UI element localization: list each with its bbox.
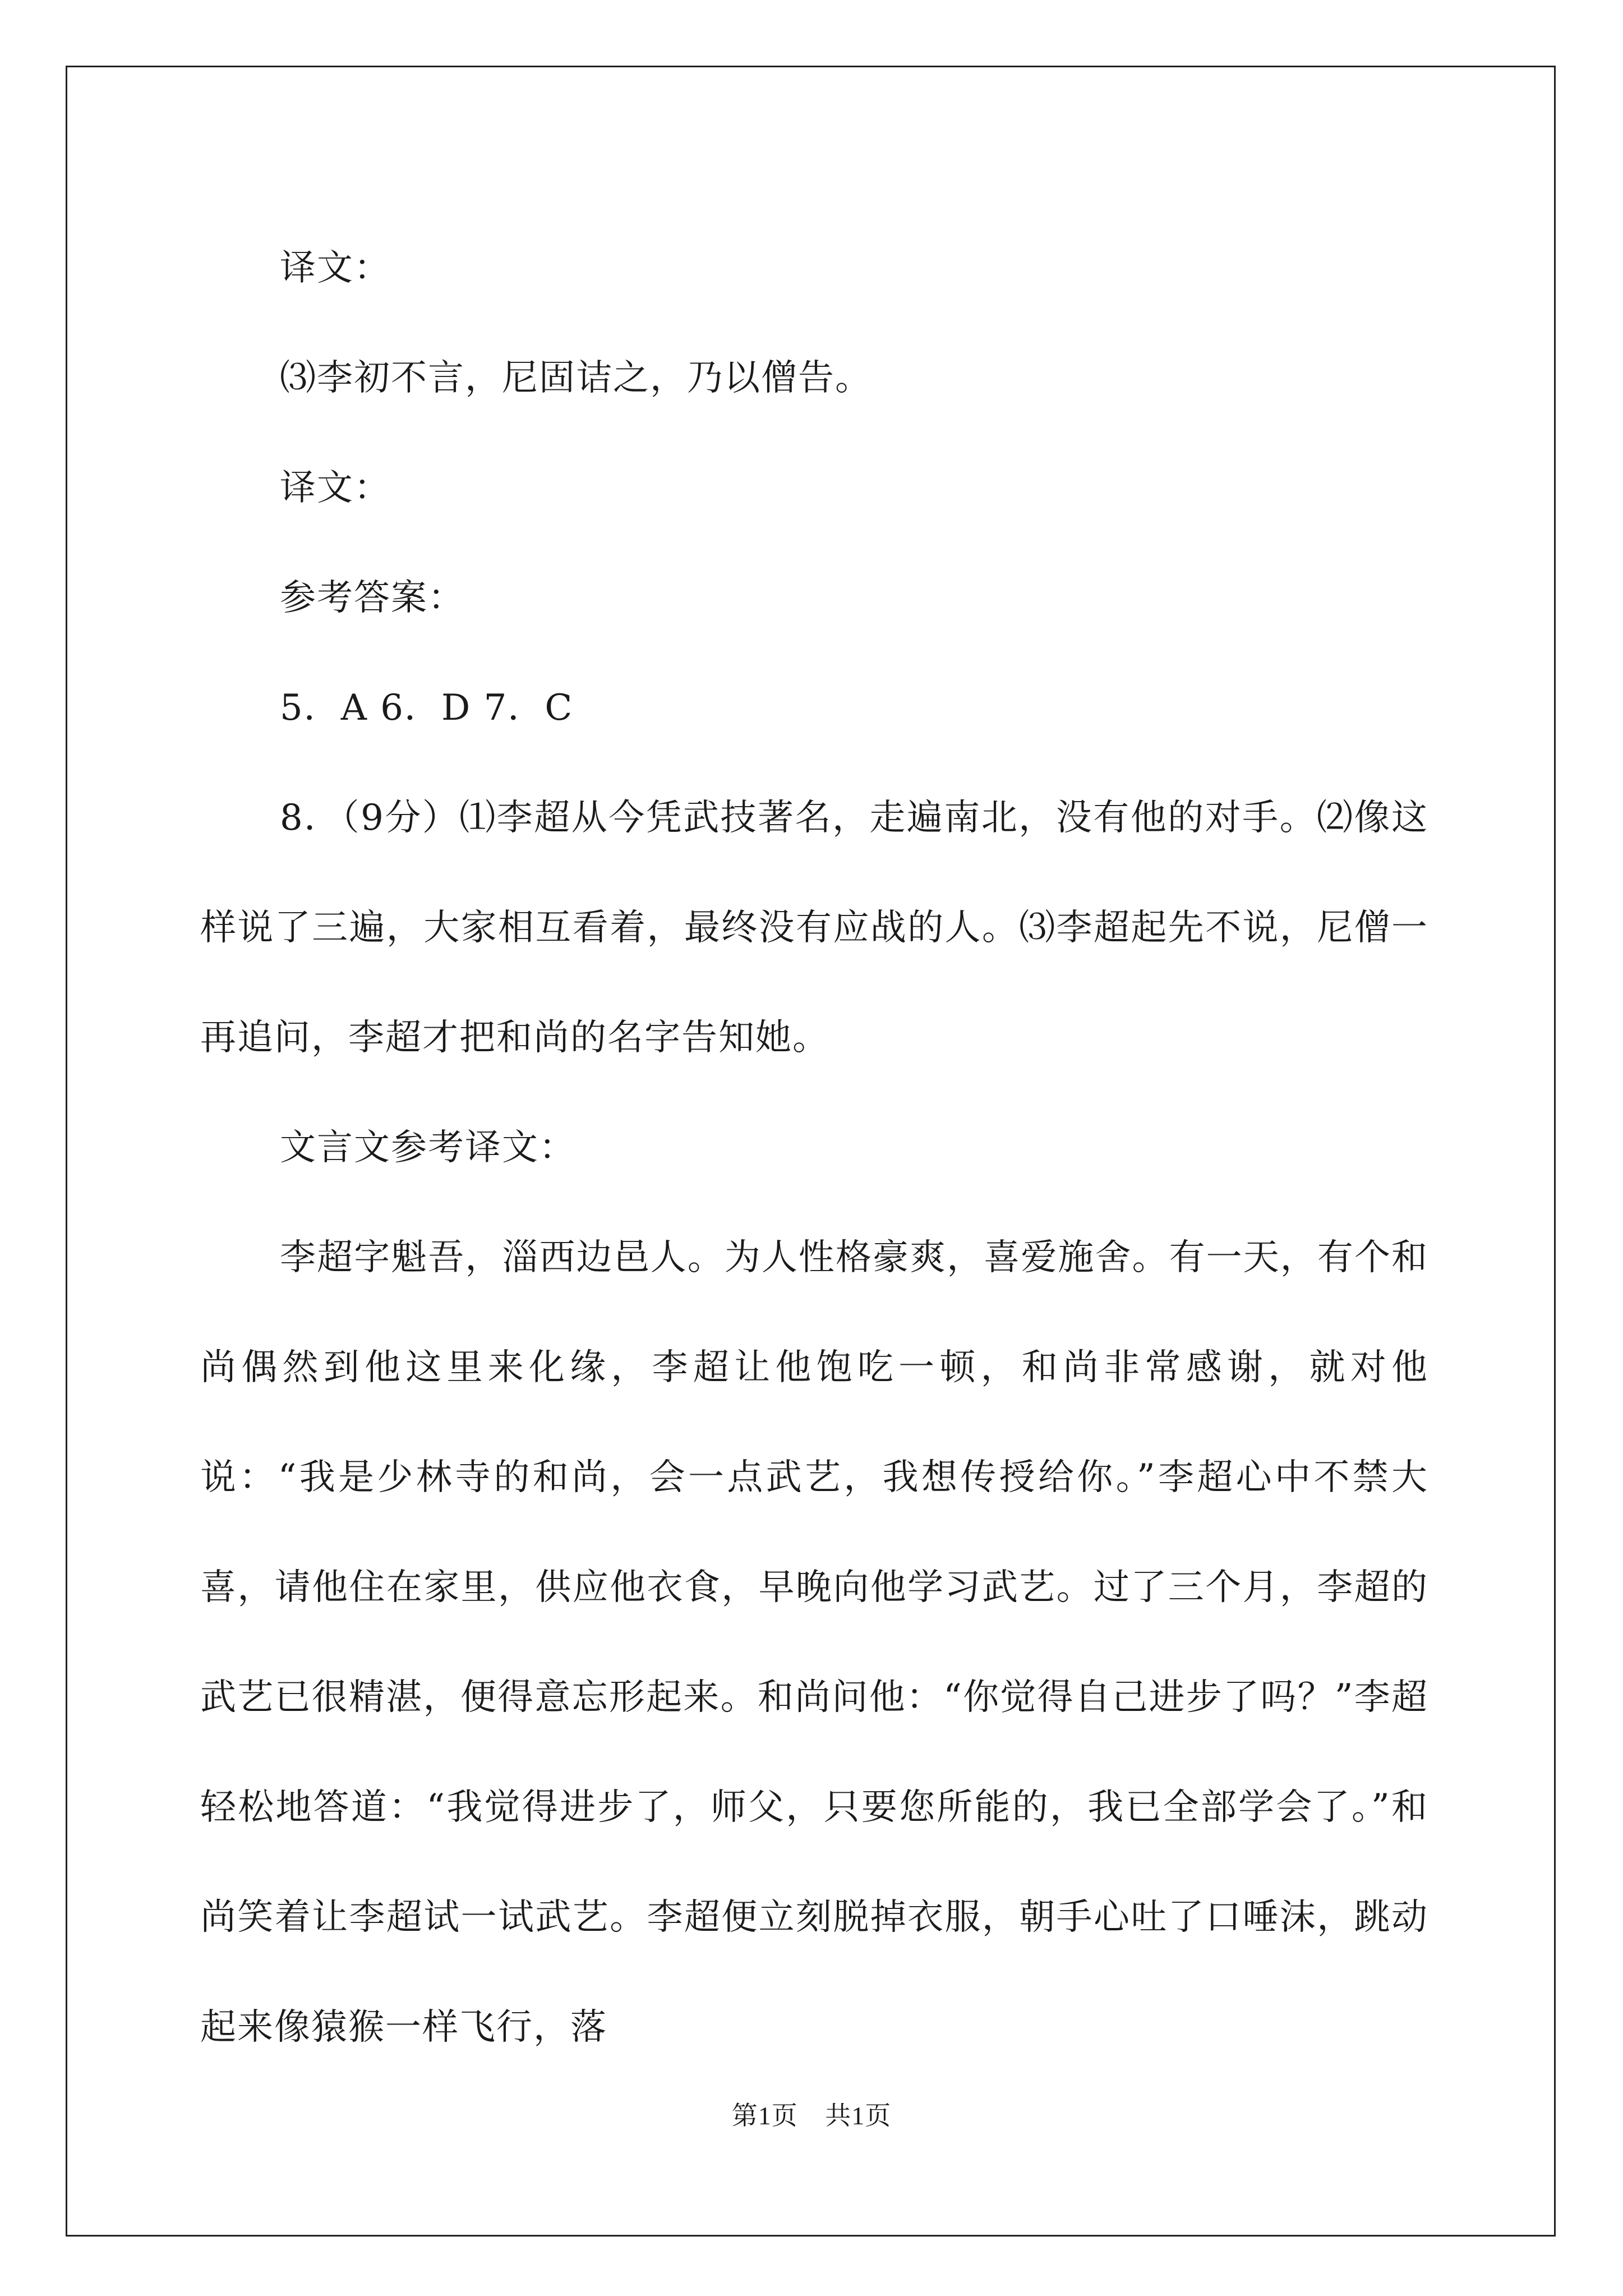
paragraph-question-3: ⑶李初不言，尼固诘之，乃以僧告。 xyxy=(280,357,872,399)
paragraph-reference-translation: 李超字魁吾，淄西边邑人。为人性格豪爽，喜爱施舍。有一天，有个和尚偶然到他这里来化缘，李超让他饱吃一顿，和尚非常感谢，就对他说：“我是少林寺的和尚，会一点武艺，我想传授给你。”李超心中不禁大喜，请他住在家里，供应他衣食，早晚向他学习武艺。过了三个月，李超的武艺已很精湛，便得意忘形起来。和尚问他：“你觉得自己进步了吗？”李超轻松地答道：“我觉得进步了，师父，只要您所能的，我已全部学会了。”和尚笑着让李超试一试武艺。李超便立刻脱掉衣服，朝手心吐了口唾沫，跳动起来像猿猴一样飞行，落 xyxy=(200,1237,1428,2048)
paragraph-answers-5-7: 5．A 6．D 7．C xyxy=(280,687,574,729)
paragraph-translation-label-1: 译文： xyxy=(280,247,391,289)
page-total: 共1页 xyxy=(825,2101,892,2130)
page-footer xyxy=(0,2095,1623,2132)
page-number: 第1页 xyxy=(731,2101,798,2130)
paragraph-translation-label-2: 译文： xyxy=(280,467,391,509)
paragraph-reference-heading: 文言文参考译文： xyxy=(280,1127,576,1168)
document-body xyxy=(200,213,1428,2082)
paragraph-answer-8: 8．（9分）⑴李超从今凭武技著名，走遍南北，没有他的对手。⑵像这样说了三遍，大家相互看着，最终没有应战的人。⑶李超起先不说，尼僧一再追问，李超才把和尚的名字告知她。 xyxy=(200,797,1428,1059)
paragraph-answer-heading: 参考答案： xyxy=(280,577,465,619)
